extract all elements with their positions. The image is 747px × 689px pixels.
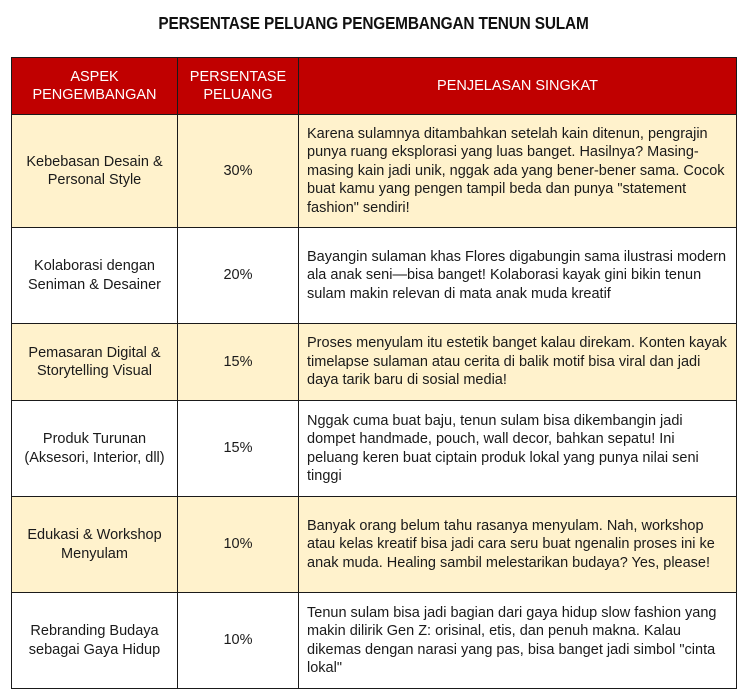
table-row — [12, 497, 737, 593]
table-row — [12, 401, 737, 497]
table-header-row — [12, 58, 737, 115]
header-penjelasan: PENJELASAN SINGKAT — [299, 58, 737, 115]
table-row — [12, 324, 737, 401]
persentase-cell: 20% — [178, 228, 299, 324]
header-aspek: ASPEK PENGEMBANGAN — [12, 58, 178, 115]
aspek-cell: Kebebasan Desain & Personal Style — [12, 115, 178, 228]
aspek-cell: Pemasaran Digital & Storytelling Visual — [12, 324, 178, 401]
penjelasan-cell: Bayangin sulaman khas Flores digabungin sama ilustrasi modern ala anak seni—bisa banget! Kolaborasi kayak gini bikin tenun sulam makin relevan di mata anak muda kreatif — [299, 228, 737, 324]
penjelasan-cell: Nggak cuma buat baju, tenun sulam bisa dikembangin jadi dompet handmade, pouch, wall decor, bahkan sepatu! Ini peluang keren buat ciptain produk lokal yang punya nilai seni tinggi — [299, 401, 737, 497]
persentase-cell: 15% — [178, 401, 299, 497]
aspek-cell: Rebranding Budaya sebagai Gaya Hidup — [12, 593, 178, 689]
persentase-cell: 15% — [178, 324, 299, 401]
aspek-cell: Kolaborasi dengan Seniman & Desainer — [12, 228, 178, 324]
header-persentase: PERSENTASE PELUANG — [178, 58, 299, 115]
table-row — [12, 115, 737, 228]
peluang-table — [11, 57, 737, 689]
penjelasan-cell: Proses menyulam itu estetik banget kalau direkam. Konten kayak timelapse sulaman atau cerita di balik motif bisa viral dan jadi daya tarik baru di sosial media! — [299, 324, 737, 401]
aspek-cell: Edukasi & Workshop Menyulam — [12, 497, 178, 593]
penjelasan-cell: Banyak orang belum tahu rasanya menyulam. Nah, workshop atau kelas kreatif bisa jadi cara seru buat ngenalin proses ini ke anak muda. Healing sambil melestarikan budaya? Yes, please! — [299, 497, 737, 593]
penjelasan-cell: Tenun sulam bisa jadi bagian dari gaya hidup slow fashion yang makin dilirik Gen Z: orisinal, etis, dan penuh makna. Kalau dikemas dengan narasi yang pas, bisa banget jadi simbol "cinta lokal" — [299, 593, 737, 689]
persentase-cell: 10% — [178, 497, 299, 593]
table-row — [12, 593, 737, 689]
persentase-cell: 10% — [178, 593, 299, 689]
aspek-cell: Produk Turunan (Aksesori, Interior, dll) — [12, 401, 178, 497]
persentase-cell: 30% — [178, 115, 299, 228]
page-title: PERSENTASE PELUANG PENGEMBANGAN TENUN SULAM — [158, 13, 589, 33]
table-row — [12, 228, 737, 324]
penjelasan-cell: Karena sulamnya ditambahkan setelah kain ditenun, pengrajin punya ruang eksplorasi yang luas banget. Hasilnya? Masing-masing kain jadi unik, nggak ada yang bener-bener sama. Cocok buat kamu yang pengen tampil beda dan punya "statement fashion" sendiri! — [299, 115, 737, 228]
